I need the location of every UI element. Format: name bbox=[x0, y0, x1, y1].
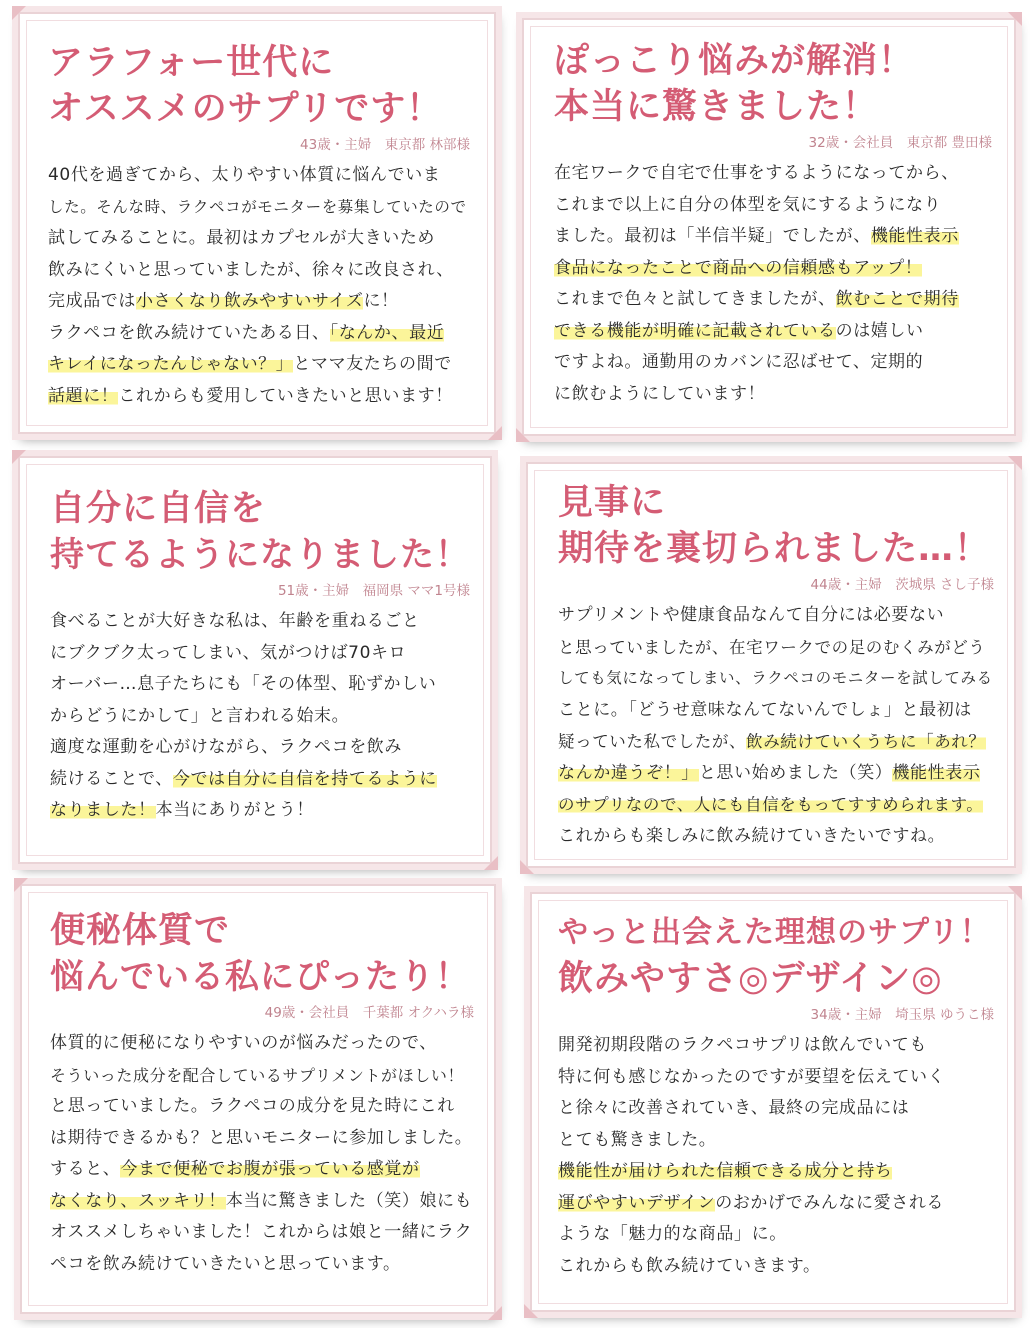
highlighted-text: 話題に！ bbox=[48, 385, 119, 406]
title-line: 悩んでいる私にぴったり！ bbox=[50, 957, 470, 997]
body-line bbox=[558, 1188, 994, 1220]
body-line bbox=[554, 190, 992, 222]
testimonial-title bbox=[558, 910, 994, 1002]
title-line: アラフォー世代に bbox=[48, 43, 335, 83]
title-line: オススメのサプリです！ bbox=[48, 89, 443, 129]
reviewer-info: 32歳・会社員 東京都 豊田様 bbox=[808, 135, 992, 151]
body-text: のは嬉しい bbox=[835, 320, 924, 341]
body-text: 飲みにくいと思っていましたが、徐々に改良され、 bbox=[48, 259, 454, 280]
body-text: そういった成分を配合しているサプリメントがほしい！ bbox=[50, 1065, 465, 1085]
highlighted-text: 機能性が届けられた信頼できる成分と持ち bbox=[558, 1161, 893, 1181]
highlighted-text: できる機能が明確に記載されている bbox=[554, 320, 836, 341]
body-line bbox=[48, 255, 470, 287]
highlighted-text: 今まで便秘でお腹が張っている感覚が bbox=[120, 1159, 420, 1179]
body-line bbox=[554, 158, 992, 190]
reviewer-info: 43歳・主婦 東京都 林部様 bbox=[300, 137, 470, 153]
highlighted-text: なんか違うぞ！」 bbox=[558, 762, 699, 783]
corner-decoration bbox=[488, 426, 502, 440]
body-line bbox=[558, 1093, 994, 1125]
testimonial-title bbox=[558, 480, 994, 572]
body-text: ような「魅力的な商品」に。 bbox=[558, 1224, 787, 1244]
body-text: のおかげでみんなに愛される bbox=[715, 1192, 945, 1213]
body-text: と思っていました。ラクペコの成分を見た時にこれ bbox=[50, 1096, 455, 1116]
corner-decoration bbox=[1008, 886, 1022, 900]
body-text: 続けることで、 bbox=[50, 768, 173, 789]
body-line bbox=[554, 347, 992, 379]
body-text: これからも楽しみに飲み続けていきたいですね。 bbox=[558, 825, 946, 846]
body-line bbox=[50, 701, 470, 733]
body-text: に飲むようにしています！ bbox=[554, 383, 766, 404]
body-text: 在宅ワークで自宅で仕事をするようになってから、 bbox=[554, 163, 959, 183]
body-text: これまで色々と試してきましたが、 bbox=[554, 289, 836, 309]
corner-decoration bbox=[1008, 456, 1022, 470]
highlighted-text: 機能性表示 bbox=[892, 762, 981, 783]
body-line bbox=[558, 726, 994, 758]
body-text: 40代を過ぎてから、太りやすい体質に悩んでいま bbox=[48, 165, 441, 185]
highlighted-text: キレイになったんじゃない？」 bbox=[48, 354, 294, 374]
body-text: 食べることが大好きな私は、年齢を重ねるごと bbox=[50, 611, 420, 631]
body-line bbox=[558, 1156, 994, 1188]
highlighted-text: 運びやすいデザイン bbox=[558, 1192, 716, 1213]
body-line bbox=[50, 764, 470, 796]
body-line bbox=[558, 821, 994, 853]
body-text: ラクペコを飲み続けていたある日、 bbox=[48, 322, 330, 343]
testimonial-body bbox=[50, 606, 470, 827]
body-text: と思っていましたが、在宅ワークでの足のむくみがどう bbox=[558, 637, 986, 657]
body-text: ですよね。通勤用のカバンに忍ばせて、定期的 bbox=[554, 352, 924, 372]
body-text: すると、 bbox=[50, 1159, 121, 1179]
body-text: に！ bbox=[363, 291, 399, 311]
corner-decoration bbox=[1008, 12, 1022, 26]
body-line bbox=[50, 1091, 474, 1123]
body-text: ペコを飲み続けていきたいと思っています。 bbox=[50, 1253, 401, 1274]
body-line bbox=[558, 758, 994, 790]
body-line bbox=[50, 1186, 474, 1218]
body-line bbox=[50, 1217, 474, 1249]
highlighted-text: 機能性表示 bbox=[870, 226, 959, 246]
body-line bbox=[50, 1123, 474, 1155]
body-line bbox=[48, 381, 470, 413]
body-text: とママ友たちの間で bbox=[293, 354, 452, 374]
corner-decoration bbox=[524, 1304, 538, 1318]
body-line bbox=[48, 318, 470, 350]
body-line bbox=[50, 732, 470, 764]
title-line: 本当に驚きました！ bbox=[554, 87, 879, 127]
body-line bbox=[558, 1030, 994, 1062]
body-line bbox=[558, 695, 994, 727]
testimonial-card-6 bbox=[530, 892, 1016, 1312]
body-text: と徐々に改善されていき、最終の完成品には bbox=[558, 1098, 910, 1118]
title-line: 見事に bbox=[558, 483, 667, 523]
body-text: ました。最初は「半信半疑」でしたが、 bbox=[554, 226, 871, 246]
highlighted-text: なくなり、スッキリ！ bbox=[50, 1190, 226, 1211]
corner-decoration bbox=[488, 1306, 502, 1320]
body-line bbox=[554, 221, 992, 253]
body-line bbox=[50, 1154, 474, 1186]
testimonial-card-2 bbox=[522, 18, 1016, 436]
body-text: した。そんな時、ラクペコがモニターを募集していたので bbox=[48, 197, 467, 216]
body-line bbox=[48, 286, 470, 318]
corner-decoration bbox=[516, 428, 530, 442]
body-text: 適度な運動を心がけながら、ラクペコを飲み bbox=[50, 737, 402, 757]
body-line bbox=[48, 160, 470, 192]
title-line: 持てるようになりました！ bbox=[50, 535, 470, 575]
body-text: 試してみることに。最初はカプセルが大きいため bbox=[48, 228, 436, 248]
body-line bbox=[558, 1062, 994, 1094]
body-text: 体質的に便秘になりやすいのが悩みだったので、 bbox=[50, 1033, 437, 1053]
body-line bbox=[554, 253, 992, 285]
body-text: サプリメントや健康食品なんて自分には必要ない bbox=[558, 605, 945, 625]
body-line bbox=[50, 795, 470, 827]
body-line bbox=[50, 606, 470, 638]
testimonial-body bbox=[50, 1028, 474, 1280]
body-line bbox=[558, 632, 994, 664]
body-line bbox=[554, 379, 992, 411]
highlighted-text: のサプリなので、人にも自信をもってすすめられます。 bbox=[558, 795, 984, 814]
testimonial-title bbox=[48, 40, 470, 132]
body-text: オススメしちゃいました！これからは娘と一緒にラク bbox=[50, 1222, 473, 1242]
body-line bbox=[48, 192, 470, 224]
highlighted-text: 小さくなり飲みやすいサイズ bbox=[136, 291, 364, 311]
body-line bbox=[50, 1028, 474, 1060]
body-line bbox=[558, 600, 994, 632]
body-text: 本当にありがとう！ bbox=[155, 800, 315, 820]
highlighted-text: なりました！ bbox=[50, 800, 156, 820]
body-text: と思い始めました（笑） bbox=[698, 762, 893, 783]
body-line bbox=[50, 1249, 474, 1281]
highlighted-text: 飲むことで期待 bbox=[835, 289, 959, 309]
body-text: しても気になってしまい、ラクペコのモニターを試してみる bbox=[558, 669, 993, 687]
body-line bbox=[558, 1251, 994, 1283]
body-text: 開発初期段階のラクペコサプリは飲んでいても bbox=[558, 1035, 927, 1055]
body-text: 特に何も感じなかったのですが要望を伝えていく bbox=[558, 1066, 946, 1087]
reviewer-info: 49歳・会社員 千葉都 オクハラ様 bbox=[264, 1005, 474, 1021]
body-line bbox=[48, 349, 470, 381]
highlighted-text: 今では自分に自信を持てるように bbox=[172, 768, 437, 789]
corner-decoration bbox=[12, 450, 26, 464]
body-line bbox=[554, 316, 992, 348]
title-line: やっと出会えた理想のサプリ！ bbox=[558, 915, 991, 950]
body-text: にブクブク太ってしまい、気がつけば70キロ bbox=[50, 642, 407, 663]
reviewer-info: 51歳・主婦 福岡県 ママ1号様 bbox=[277, 583, 470, 599]
body-text: 本当に驚きました（笑）娘にも bbox=[225, 1190, 473, 1211]
testimonial-title bbox=[50, 908, 474, 1000]
corner-decoration bbox=[14, 878, 28, 892]
title-line: 期待を裏切られました…！ bbox=[558, 529, 991, 569]
body-text: とても驚きました。 bbox=[558, 1129, 717, 1150]
highlighted-text: 「なんか、最近 bbox=[329, 322, 445, 343]
body-text: 完成品では bbox=[48, 291, 136, 311]
body-text: これからも飲み続けていきます。 bbox=[558, 1255, 821, 1276]
body-text: これまで以上に自分の体型を気にするようになり bbox=[554, 194, 942, 215]
body-text: は期待できるかも？と思いモニターに参加しました。 bbox=[50, 1127, 473, 1148]
corner-decoration bbox=[484, 856, 498, 870]
testimonial-card-1 bbox=[18, 12, 496, 434]
testimonial-card-3 bbox=[18, 456, 492, 864]
body-line bbox=[558, 663, 994, 695]
body-line bbox=[558, 1125, 994, 1157]
body-text: これからも愛用していきたいと思います！ bbox=[118, 385, 453, 406]
title-line: 便秘体質で bbox=[50, 911, 231, 951]
reviewer-info: 34歳・主婦 埼玉県 ゆうこ様 bbox=[810, 1007, 994, 1023]
body-line bbox=[554, 284, 992, 316]
title-line: ぽっこり悩みが解消！ bbox=[554, 41, 915, 81]
body-text: オーバー…息子たちにも「その体型、恥ずかしい bbox=[50, 674, 437, 694]
body-text: からどうにかして」と言われる始末。 bbox=[50, 705, 350, 726]
corner-decoration bbox=[520, 860, 534, 874]
body-line bbox=[558, 789, 994, 821]
reviewer-info: 44歳・主婦 茨城県 さし子様 bbox=[810, 577, 994, 593]
testimonial-body bbox=[48, 160, 470, 412]
body-text: 疑っていた私でしたが、 bbox=[558, 732, 747, 751]
body-text: ことに。「どうせ意味なんてないんでしょ」と最初は bbox=[558, 699, 972, 720]
body-line bbox=[50, 638, 470, 670]
highlighted-text: 食品になったことで商品への信頼感もアップ！ bbox=[554, 257, 923, 278]
highlighted-text: 飲み続けていくうちに「あれ？ bbox=[746, 732, 986, 751]
corner-decoration bbox=[12, 6, 26, 20]
testimonial-title bbox=[50, 486, 470, 578]
testimonial-body bbox=[558, 1030, 994, 1282]
testimonial-card-4 bbox=[526, 462, 1016, 868]
body-line bbox=[48, 223, 470, 255]
testimonial-title bbox=[554, 38, 992, 130]
title-line: 自分に自信を bbox=[50, 489, 267, 529]
testimonial-card-5 bbox=[20, 884, 496, 1314]
body-line bbox=[50, 669, 470, 701]
testimonial-body bbox=[558, 600, 994, 852]
title-line: 飲みやすさ◎デザイン◎ bbox=[558, 959, 943, 999]
body-line bbox=[558, 1219, 994, 1251]
body-line bbox=[50, 1060, 474, 1092]
testimonial-body bbox=[554, 158, 992, 410]
